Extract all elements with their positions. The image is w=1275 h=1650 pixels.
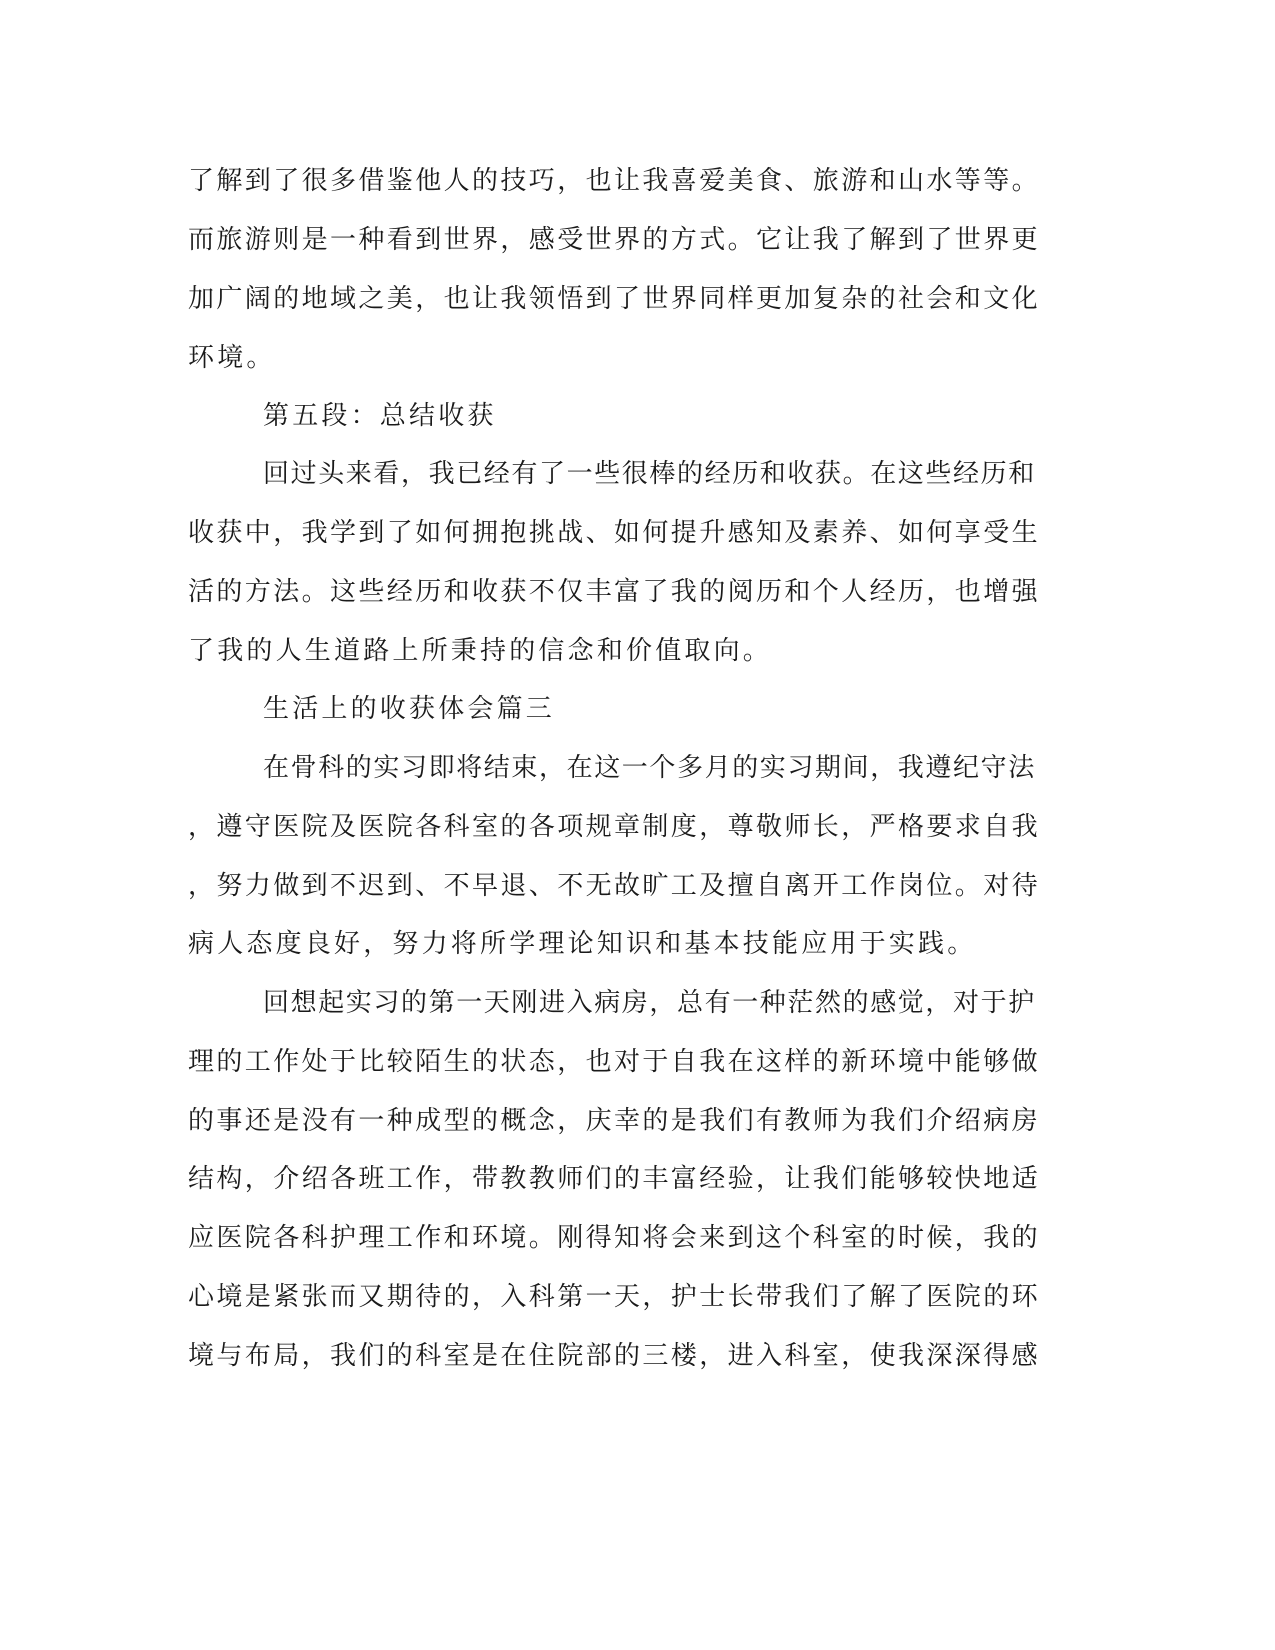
text-line: 了我的人生道路上所秉持的信念和价值取向。: [188, 636, 773, 666]
section-heading: 第五段：总结收获: [263, 401, 497, 431]
text-line: 了解到了很多借鉴他人的技巧，也让我喜爱美食、旅游和山水等等。: [188, 166, 1041, 196]
text-line: 结构，介绍各班工作，带教教师们的丰富经验，让我们能够较快地适: [188, 1164, 1041, 1194]
text-line: ，遵守医院及医院各科室的各项规章制度，尊敬师长，严格要求自我: [188, 812, 1041, 842]
text-line: 境与布局，我们的科室是在住院部的三楼，进入科室，使我深深得感: [188, 1341, 1041, 1371]
text-line: 回过头来看，我已经有了一些很棒的经历和收获。在这些经历和: [263, 459, 1036, 489]
text-line: ，努力做到不迟到、不早退、不无故旷工及擅自离开工作岗位。对待: [188, 871, 1041, 901]
text-line: 收获中，我学到了如何拥抱挑战、如何提升感知及素养、如何享受生: [188, 518, 1041, 548]
text-line: 的事还是没有一种成型的概念，庆幸的是我们有教师为我们介绍病房: [188, 1106, 1041, 1136]
text-line: 回想起实习的第一天刚进入病房，总有一种茫然的感觉，对于护: [263, 988, 1036, 1018]
text-line: 理的工作处于比较陌生的状态，也对于自我在这样的新环境中能够做: [188, 1047, 1041, 1077]
text-line: 而旅游则是一种看到世界，感受世界的方式。它让我了解到了世界更: [188, 225, 1041, 255]
text-line: 环境。: [188, 343, 276, 373]
text-line: 应医院各科护理工作和环境。刚得知将会来到这个科室的时候，我的: [188, 1223, 1041, 1253]
article-heading: 生活上的收获体会篇三: [263, 694, 556, 724]
text-line: 在骨科的实习即将结束，在这一个多月的实习期间，我遵纪守法: [263, 753, 1036, 783]
text-line: 活的方法。这些经历和收获不仅丰富了我的阅历和个人经历，也增强: [188, 577, 1041, 607]
text-line: 心境是紧张而又期待的，入科第一天，护士长带我们了解了医院的环: [188, 1282, 1041, 1312]
text-line: 病人态度良好，努力将所学理论知识和基本技能应用于实践。: [188, 929, 977, 959]
text-line: 加广阔的地域之美，也让我领悟到了世界同样更加复杂的社会和文化: [188, 284, 1041, 314]
